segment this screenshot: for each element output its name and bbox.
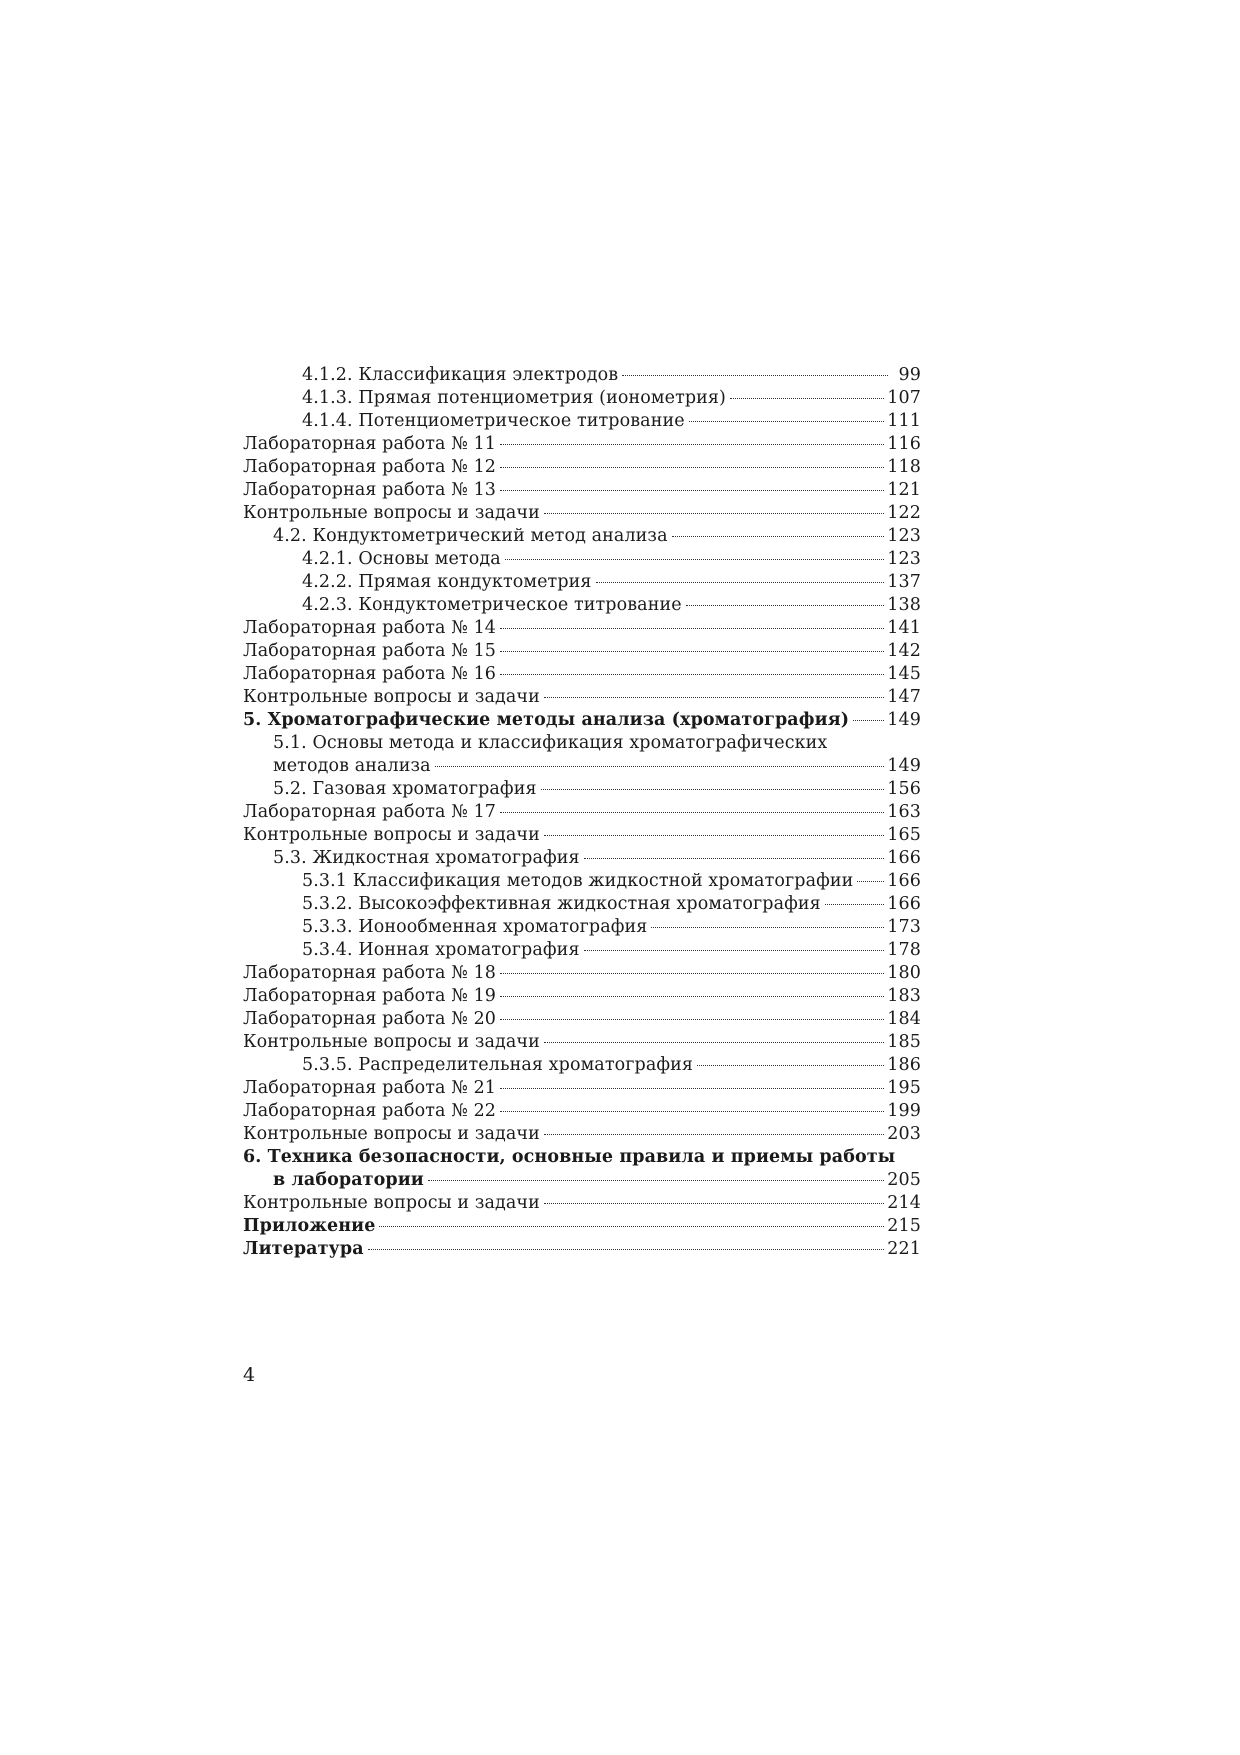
dot-leader: [686, 605, 885, 606]
toc-entry[interactable]: [243, 571, 921, 594]
dot-leader: [825, 904, 884, 905]
dot-leader: [857, 881, 884, 882]
toc-entry[interactable]: [243, 755, 921, 778]
dot-leader: [500, 1111, 884, 1112]
toc-entry-page-number: 142: [887, 641, 921, 661]
dot-leader: [697, 1065, 884, 1066]
toc-entry-title: Лабораторная работа № 16: [243, 664, 497, 684]
toc-entry[interactable]: [243, 456, 921, 479]
toc-entry-page-number: 186: [887, 1055, 921, 1075]
toc-entry-title: Лабораторная работа № 11: [243, 434, 497, 454]
toc-entry[interactable]: [243, 686, 921, 709]
toc-entry-title: Лабораторная работа № 13: [243, 480, 497, 500]
toc-entry-title: 5.3.1 Классификация методов жидкостной хроматографии: [302, 871, 854, 891]
toc-entry-title: 5.3.2. Высокоэффективная жидкостная хроматография: [302, 894, 821, 914]
toc-entry[interactable]: [243, 916, 921, 939]
toc-entry[interactable]: [243, 893, 921, 916]
toc-entry-page-number: 163: [887, 802, 921, 822]
dot-leader: [584, 858, 885, 859]
toc-entry-title: 6. Техника безопасности, основные правила и приемы работы: [243, 1147, 896, 1167]
toc-entry[interactable]: [243, 1031, 921, 1054]
toc-entry-title: Приложение: [243, 1216, 376, 1236]
toc-entry-title: 4.1.2. Классификация электродов: [302, 365, 619, 385]
toc-entry-title: Контрольные вопросы и задачи: [243, 1032, 540, 1052]
toc-entry-page-number: 215: [887, 1216, 921, 1236]
toc-entry-title: 5.3.3. Ионообменная хроматография: [302, 917, 648, 937]
dot-leader: [500, 674, 884, 675]
dot-leader: [500, 1088, 884, 1089]
dot-leader: [500, 973, 884, 974]
toc-entry-page-number: 184: [887, 1009, 921, 1029]
toc-entry[interactable]: [243, 410, 921, 433]
toc-entry-title: 4.1.4. Потенциометрическое титрование: [302, 411, 685, 431]
toc-entry-title: 5.3. Жидкостная хроматография: [273, 848, 580, 868]
toc-entry[interactable]: [243, 847, 921, 870]
dot-leader: [368, 1249, 885, 1250]
dot-leader: [672, 536, 885, 537]
dot-leader: [544, 1042, 884, 1043]
toc-entry-page-number: 180: [887, 963, 921, 983]
toc-entry[interactable]: [243, 479, 921, 502]
toc-entry-page-number: 173: [887, 917, 921, 937]
toc-entry[interactable]: [243, 778, 921, 801]
dot-leader: [500, 651, 884, 652]
toc-entry-title: 5. Хроматографические методы анализа (хроматография): [243, 710, 850, 730]
toc-entry-title: 4.2.1. Основы метода: [302, 549, 501, 569]
dot-leader: [544, 835, 884, 836]
toc-entry[interactable]: [243, 709, 921, 732]
toc-entry[interactable]: [243, 1215, 921, 1238]
toc-entry-page-number: 156: [887, 779, 921, 799]
toc-entry-page-number: 166: [887, 871, 921, 891]
toc-entry-page-number: 178: [887, 940, 921, 960]
toc-entry[interactable]: [243, 1146, 921, 1169]
dot-leader: [500, 467, 884, 468]
toc-entry[interactable]: [243, 1008, 921, 1031]
toc-entry[interactable]: [243, 939, 921, 962]
dot-leader: [500, 812, 884, 813]
dot-leader: [730, 398, 884, 399]
toc-entry-title: Лабораторная работа № 22: [243, 1101, 497, 1121]
toc-entry-title: 5.1. Основы метода и классификация хроматографических: [273, 733, 828, 753]
toc-entry-page-number: 116: [887, 434, 921, 454]
toc-entry-page-number: 165: [887, 825, 921, 845]
toc-entry-title: 4.1.3. Прямая потенциометрия (ионометрия): [302, 388, 726, 408]
toc-entry-page-number: 203: [887, 1124, 921, 1144]
dot-leader: [544, 513, 884, 514]
toc-entry[interactable]: [243, 640, 921, 663]
dot-leader: [541, 789, 885, 790]
toc-entry-page-number: 111: [887, 411, 921, 431]
toc-entry-title: Лабораторная работа № 20: [243, 1009, 497, 1029]
toc-entry-title: Литература: [243, 1239, 364, 1259]
toc-entry-page-number: 183: [887, 986, 921, 1006]
toc-entry-title: Лабораторная работа № 21: [243, 1078, 497, 1098]
dot-leader: [584, 950, 885, 951]
toc-entry-title: методов анализа: [273, 756, 431, 776]
dot-leader: [500, 444, 884, 445]
toc-entry-title: Лабораторная работа № 17: [243, 802, 497, 822]
dot-leader: [853, 720, 884, 721]
toc-entry[interactable]: [243, 1100, 921, 1123]
dot-leader: [544, 1203, 884, 1204]
dot-leader: [544, 697, 884, 698]
dot-leader: [500, 628, 884, 629]
dot-leader: [500, 490, 884, 491]
toc-entry-page-number: 107: [887, 388, 921, 408]
dot-leader: [689, 421, 885, 422]
toc-entry[interactable]: [243, 364, 921, 387]
toc-entry-page-number: 118: [887, 457, 921, 477]
toc-entry-title: Контрольные вопросы и задачи: [243, 1193, 540, 1213]
toc-entry-page-number: 99: [898, 365, 921, 385]
dot-leader: [435, 766, 885, 767]
dot-leader: [500, 996, 884, 997]
toc-entry[interactable]: [243, 617, 921, 640]
toc-entry[interactable]: [243, 387, 921, 410]
dot-leader: [544, 1134, 884, 1135]
dot-leader: [505, 559, 885, 560]
toc-entry[interactable]: [243, 962, 921, 985]
toc-entry-title: Лабораторная работа № 15: [243, 641, 497, 661]
toc-entry[interactable]: [243, 502, 921, 525]
dot-leader: [379, 1226, 884, 1227]
toc-entry-title: Лабораторная работа № 14: [243, 618, 497, 638]
toc-entry[interactable]: [243, 1054, 921, 1077]
toc-entry[interactable]: [243, 525, 921, 548]
toc-entry[interactable]: [243, 1169, 921, 1192]
table-of-contents: [243, 364, 921, 1261]
toc-entry[interactable]: [243, 870, 921, 893]
toc-entry-page-number: 185: [887, 1032, 921, 1052]
toc-entry-page-number: 149: [887, 710, 921, 730]
toc-entry[interactable]: [243, 985, 921, 1008]
toc-entry-page-number: 145: [887, 664, 921, 684]
toc-entry-page-number: 221: [887, 1239, 921, 1259]
toc-entry[interactable]: [243, 594, 921, 617]
toc-entry-page-number: 205: [887, 1170, 921, 1190]
toc-entry-title: 4.2.3. Кондуктометрическое титрование: [302, 595, 682, 615]
toc-entry-title: Лабораторная работа № 19: [243, 986, 497, 1006]
toc-entry-title: Контрольные вопросы и задачи: [243, 825, 540, 845]
toc-entry[interactable]: [243, 824, 921, 847]
toc-entry-page-number: 141: [887, 618, 921, 638]
dot-leader: [428, 1180, 884, 1181]
toc-entry[interactable]: [243, 548, 921, 571]
toc-entry-page-number: 123: [887, 549, 921, 569]
toc-entry-page-number: 122: [887, 503, 921, 523]
toc-entry-title: 5.3.5. Распределительная хроматография: [302, 1055, 694, 1075]
toc-entry-title: Лабораторная работа № 18: [243, 963, 497, 983]
toc-entry-page-number: 138: [887, 595, 921, 615]
dot-leader: [500, 1019, 884, 1020]
toc-entry-page-number: 137: [887, 572, 921, 592]
toc-entry-title: Контрольные вопросы и задачи: [243, 687, 540, 707]
toc-entry-title: 5.3.4. Ионная хроматография: [302, 940, 580, 960]
toc-entry-title: Контрольные вопросы и задачи: [243, 503, 540, 523]
toc-entry-page-number: 149: [887, 756, 921, 776]
toc-entry-page-number: 121: [887, 480, 921, 500]
toc-entry[interactable]: [243, 732, 921, 755]
page-number: 4: [243, 1364, 256, 1386]
toc-entry-page-number: 199: [887, 1101, 921, 1121]
toc-entry-title: Лабораторная работа № 12: [243, 457, 497, 477]
toc-entry[interactable]: [243, 433, 921, 456]
toc-entry-title: в лаборатории: [273, 1170, 424, 1190]
toc-entry[interactable]: [243, 801, 921, 824]
toc-entry-page-number: 123: [887, 526, 921, 546]
toc-entry-page-number: 166: [887, 894, 921, 914]
toc-entry[interactable]: [243, 1238, 921, 1261]
dot-leader: [651, 927, 884, 928]
toc-entry-title: Контрольные вопросы и задачи: [243, 1124, 540, 1144]
toc-entry-page-number: 214: [887, 1193, 921, 1213]
toc-entry-page-number: 147: [887, 687, 921, 707]
toc-entry[interactable]: [243, 1192, 921, 1215]
toc-entry-title: 4.2.2. Прямая кондуктометрия: [302, 572, 592, 592]
toc-entry-page-number: 195: [887, 1078, 921, 1098]
toc-entry[interactable]: [243, 1123, 921, 1146]
toc-entry-title: 5.2. Газовая хроматография: [273, 779, 537, 799]
dot-leader: [596, 582, 885, 583]
dot-leader: [622, 375, 888, 376]
toc-entry[interactable]: [243, 1077, 921, 1100]
toc-entry-page-number: 166: [887, 848, 921, 868]
toc-entry[interactable]: [243, 663, 921, 686]
toc-entry-title: 4.2. Кондуктометрический метод анализа: [273, 526, 668, 546]
